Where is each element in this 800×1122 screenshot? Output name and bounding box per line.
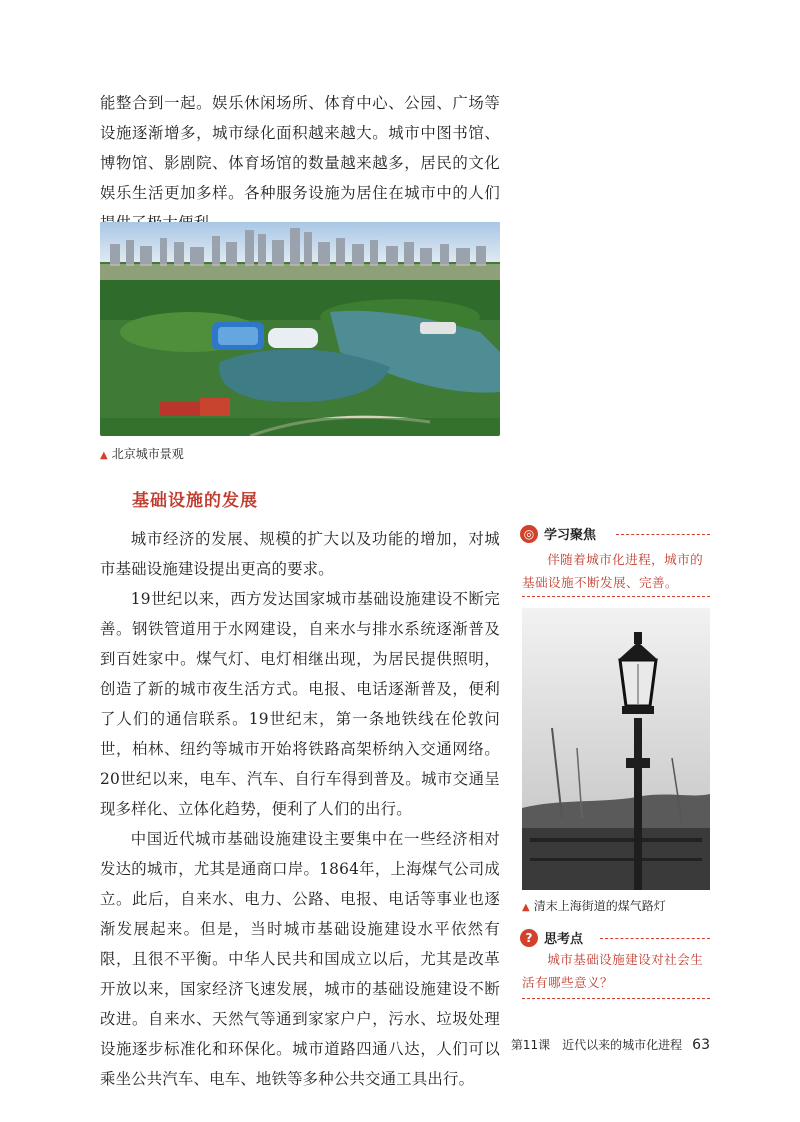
page-number: 63 — [692, 1037, 710, 1053]
paragraph-2: 19世纪以来，西方发达国家城市基础设施建设不断完善。钢铁管道用于水网建设，自来水与排水系统逐渐普及到百姓家中。煤气灯、电灯相继出现，为居民提供照明，创造了新的城市夜生活方式。电报、电话逐渐普及，便利了人们的通信联系。19世纪末，第一条地铁线在伦敦问世，柏林、纽约等城市开始将铁路高架桥纳入交通网络。20世纪以来，电车、汽车、自行车得到普及。城市交通呈现多样化、立体化趋势，便利了人们的出行。 — [100, 590, 500, 818]
dotted-divider — [600, 938, 710, 939]
think-point-label: 思考点 — [544, 932, 584, 947]
section-title: 基础设施的发展 — [132, 491, 258, 511]
paragraph-1: 城市经济的发展、规模的扩大以及功能的增加，对城市基础设施建设提出更高的要求。 — [100, 530, 500, 578]
triangle-marker-icon: ▲ — [100, 450, 108, 461]
gas-streetlamp-photo — [522, 608, 710, 890]
page-footer — [440, 1036, 710, 1053]
photo1-caption — [100, 446, 184, 464]
body-text — [100, 524, 500, 1094]
dotted-divider — [522, 998, 710, 999]
think-point-heading — [520, 928, 710, 950]
target-icon: ◎ — [520, 525, 538, 543]
triangle-marker-icon: ▲ — [522, 902, 530, 913]
photo2-caption — [522, 898, 666, 916]
question-icon: ? — [520, 929, 538, 947]
photo2-caption-text: 清末上海街道的煤气路灯 — [533, 899, 666, 913]
think-point-text: 城市基础设施建设对社会生活有哪些意义？ — [522, 952, 704, 990]
photo1-caption-text: 北京城市景观 — [111, 447, 184, 461]
lesson-title: 第11课 近代以来的城市化进程 — [510, 1038, 683, 1052]
paragraph-3: 中国近代城市基础设施建设主要集中在一些经济相对发达的城市，尤其是通商口岸。1864年，上海煤气公司成立。此后，自来水、电力、公路、电报、电话等事业也逐渐发展起来。但是，当时城市基础设施建设水平依然有限，且很不平衡。中华人民共和国成立以后，尤其是改革开放以来，国家经济飞速发展，城市的基础设施建设不断改进。自来水、天然气等通到家家户户，污水、垃圾处理设施逐步标准化和环保化。城市道路四通八达，人们可以乘坐公共汽车、电车、地铁等多种公共交通工具出行。 — [100, 830, 500, 1088]
learning-focus-label: 学习聚焦 — [544, 528, 597, 543]
learning-focus-heading — [520, 524, 710, 546]
dotted-divider — [616, 534, 710, 535]
intro-paragraph: 能整合到一起。娱乐休闲场所、体育中心、公园、广场等设施逐渐增多，城市绿化面积越来越大。城市中图书馆、博物馆、影剧院、体育场馆的数量越来越多，居民的文化娱乐生活更加多样。各种服务设施为居住在城市中的人们 — [100, 94, 500, 202]
dotted-divider — [522, 596, 710, 597]
beijing-cityscape-photo — [100, 222, 500, 436]
learning-focus-text: 伴随着城市化进程，城市的基础设施不断发展、完善。 — [522, 552, 704, 590]
